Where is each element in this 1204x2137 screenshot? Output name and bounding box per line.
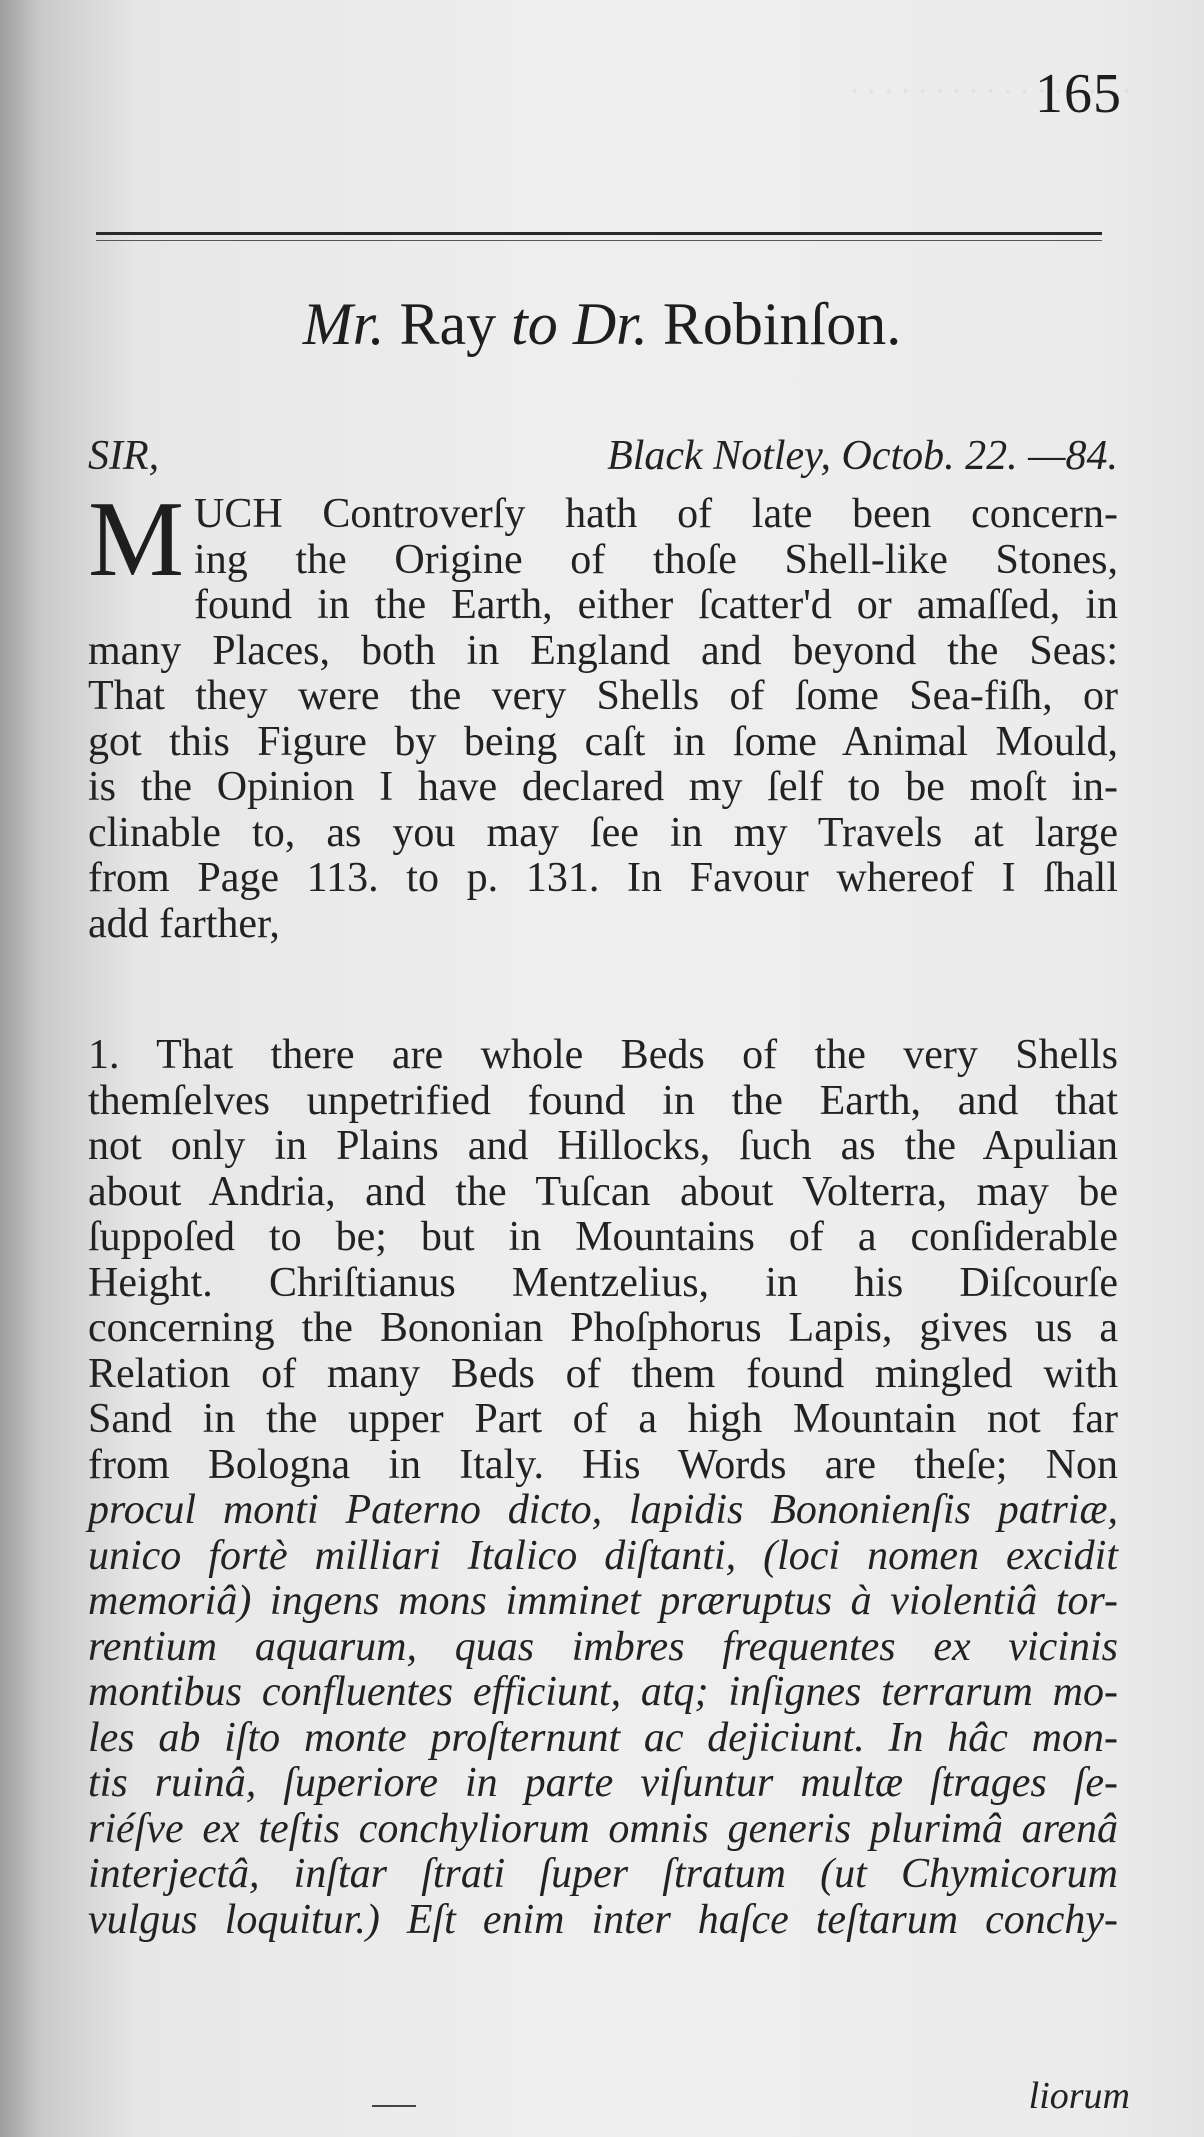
text-line: That they were the very Shells of ſome Sea-fiſh, or [88,673,1118,719]
title-recipient: Robinſon. [662,291,902,357]
paragraph-2 [88,1033,1118,1943]
title-sender: Ray [399,291,497,357]
page-number: 165 [1035,63,1122,125]
text-line: 1. That there are whole Beds of the very Shells [88,1032,1118,1078]
text-line: is the Opinion I have declared my ſelf to be moſt in- [88,764,1118,810]
title-to: to [511,291,558,357]
title-recipient-title: Dr. [572,291,648,357]
latin-quote-line: riéſve ex teſtis conchyliorum omnis generis plurimâ arenâ [88,1805,1118,1852]
text-line: ſuppoſed to be; but in Mountains of a conſiderable [88,1214,1118,1260]
text-line: concerning the Bononian Phoſphorus Lapis, gives us a [88,1305,1118,1351]
signature-mark [372,2105,416,2107]
text-line: clinable to, as you may ſee in my Travels at large [88,809,1118,856]
latin-quote-line: tis ruinâ, ſuperiore in parte viſuntur multæ ſtrages ſe- [88,1760,1118,1806]
latin-quote-line: vulgus loquitur.) Eſt enim inter haſce teſtarum conchy- [88,1896,1118,1943]
text-line: ing the Origine of thoſe Shell-like Stones, [194,536,1118,583]
latin-quote-line: unico fortè milliari Italico diſtanti, (loci nomen excidit [88,1532,1118,1579]
latin-quote-line: memoriâ) ingens mons imminet præruptus à violentiâ tor- [88,1578,1118,1624]
latin-quote-line: interjectâ, inſtar ſtrati ſuper ſtratum (ut Chymicorum [88,1851,1118,1897]
header-rule-fine [96,240,1102,241]
latin-quote-line: les ab iſto monte proſternunt ac dejiciunt. In hâc mon- [88,1714,1118,1761]
text-line: not only in Plains and Hillocks, ſuch as the Apulian [88,1123,1118,1169]
title-from: Mr. [302,291,385,357]
text-line: found in the Earth, either ſcatter'd or amaſſed, in [194,582,1118,628]
text-line: from Bologna in Italy. His Words are theſe; Non [88,1441,1118,1488]
text-line: from Page 113. to p. 131. In Favour whereof I ſhall [88,855,1118,901]
dateline: Black Notley, Octob. 22. —84. [607,433,1118,479]
salutation-row [88,432,1128,492]
paragraph-1 [88,480,1118,947]
text-line: Relation of many Beds of them found mingled with [88,1350,1118,1397]
header-rule [96,232,1102,235]
text-line: got this Figure by being caſt in ſome Animal Mould, [88,718,1118,765]
latin-quote-line: procul monti Paterno dicto, lapidis Bononienſis patriæ, [88,1487,1118,1533]
latin-quote-line: montibus confluentes efficiunt, atq; inſignes terrarum mo- [88,1669,1118,1715]
drop-cap: M [88,480,185,599]
text-line: add farther, [88,900,280,947]
text-line: themſelves unpetrified found in the Earth, and that [88,1077,1118,1124]
text-line: about Andria, and the Tuſcan about Volterra, may be [88,1168,1118,1215]
catchword: liorum [1028,2075,1130,2117]
latin-quote-line: rentium aquarum, quas imbres frequentes ex vicinis [88,1623,1118,1670]
text-line: many Places, both in England and beyond the Seas: [88,627,1118,674]
text-line: Height. Chriſtianus Mentzelius, in his Diſcourſe [88,1259,1118,1306]
salutation: SIR, [88,433,160,479]
text-line: Sand in the upper Part of a high Mountain not far [88,1396,1118,1442]
text-line: UCH Controverſy hath of late been concern- [194,491,1118,537]
show-through-text [230,60,1130,106]
letter-title [0,290,1204,359]
